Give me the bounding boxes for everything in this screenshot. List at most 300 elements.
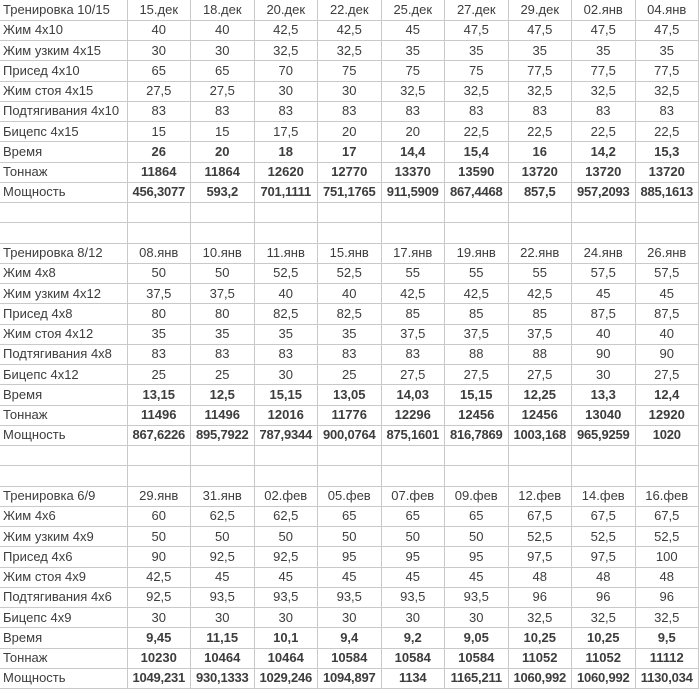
value-cell[interactable]: 83: [254, 344, 318, 364]
empty-cell[interactable]: [254, 446, 318, 466]
value-cell[interactable]: 37,5: [127, 284, 191, 304]
value-cell[interactable]: 30: [318, 608, 382, 628]
power-cell[interactable]: 900,0764: [318, 425, 382, 445]
exercise-label[interactable]: Жим 4x8: [0, 263, 127, 283]
value-cell[interactable]: 50: [127, 263, 191, 283]
summary-label[interactable]: Мощность: [0, 668, 127, 688]
power-cell[interactable]: 1130,034: [635, 668, 699, 688]
value-cell[interactable]: 40: [635, 324, 699, 344]
exercise-label[interactable]: Бицепс 4x9: [0, 608, 127, 628]
empty-cell[interactable]: [381, 466, 445, 486]
value-cell[interactable]: 15: [191, 122, 255, 142]
empty-cell[interactable]: [127, 446, 191, 466]
summary-cell[interactable]: 20: [191, 142, 255, 162]
value-cell[interactable]: 83: [191, 344, 255, 364]
exercise-label[interactable]: Жим узким 4x15: [0, 41, 127, 61]
value-cell[interactable]: 35: [191, 324, 255, 344]
summary-cell[interactable]: 10,1: [254, 628, 318, 648]
empty-cell[interactable]: [635, 446, 699, 466]
value-cell[interactable]: 37,5: [381, 324, 445, 344]
power-cell[interactable]: 1094,897: [318, 668, 382, 688]
value-cell[interactable]: 100: [635, 547, 699, 567]
table-title[interactable]: Тренировка 8/12: [0, 243, 127, 263]
value-cell[interactable]: 93,5: [445, 587, 509, 607]
summary-cell[interactable]: 12456: [445, 405, 509, 425]
empty-cell[interactable]: [191, 446, 255, 466]
value-cell[interactable]: 27,5: [635, 365, 699, 385]
value-cell[interactable]: 27,5: [381, 365, 445, 385]
value-cell[interactable]: 75: [445, 61, 509, 81]
summary-cell[interactable]: 13720: [508, 162, 572, 182]
summary-cell[interactable]: 10230: [127, 648, 191, 668]
value-cell[interactable]: 65: [127, 61, 191, 81]
value-cell[interactable]: 45: [381, 20, 445, 40]
value-cell[interactable]: 25: [318, 365, 382, 385]
date-header[interactable]: 25.дек: [381, 0, 445, 20]
summary-label[interactable]: Тоннаж: [0, 162, 127, 182]
summary-cell[interactable]: 11052: [508, 648, 572, 668]
summary-cell[interactable]: 11112: [635, 648, 699, 668]
summary-label[interactable]: Тоннаж: [0, 405, 127, 425]
empty-cell[interactable]: [0, 203, 127, 223]
value-cell[interactable]: 17,5: [254, 122, 318, 142]
summary-cell[interactable]: 26: [127, 142, 191, 162]
power-cell[interactable]: 751,1765: [318, 182, 382, 202]
value-cell[interactable]: 50: [254, 527, 318, 547]
value-cell[interactable]: 67,5: [635, 506, 699, 526]
exercise-label[interactable]: Присед 4x6: [0, 547, 127, 567]
value-cell[interactable]: 83: [127, 344, 191, 364]
empty-cell[interactable]: [191, 203, 255, 223]
empty-cell[interactable]: [0, 466, 127, 486]
value-cell[interactable]: 52,5: [318, 263, 382, 283]
empty-cell[interactable]: [508, 466, 572, 486]
exercise-label[interactable]: Присед 4x8: [0, 304, 127, 324]
value-cell[interactable]: 32,5: [445, 81, 509, 101]
date-header[interactable]: 02.янв: [572, 0, 636, 20]
summary-cell[interactable]: 10584: [318, 648, 382, 668]
value-cell[interactable]: 40: [572, 324, 636, 344]
value-cell[interactable]: 30: [127, 608, 191, 628]
power-cell[interactable]: 1029,246: [254, 668, 318, 688]
value-cell[interactable]: 25: [127, 365, 191, 385]
summary-cell[interactable]: 15,4: [445, 142, 509, 162]
value-cell[interactable]: 47,5: [635, 20, 699, 40]
value-cell[interactable]: 35: [254, 324, 318, 344]
power-cell[interactable]: 456,3077: [127, 182, 191, 202]
date-header[interactable]: 16.фев: [635, 486, 699, 506]
empty-cell[interactable]: [445, 466, 509, 486]
value-cell[interactable]: 90: [635, 344, 699, 364]
value-cell[interactable]: 62,5: [191, 506, 255, 526]
value-cell[interactable]: 42,5: [445, 284, 509, 304]
value-cell[interactable]: 35: [508, 41, 572, 61]
value-cell[interactable]: 45: [445, 567, 509, 587]
exercise-label[interactable]: Жим узким 4x12: [0, 284, 127, 304]
value-cell[interactable]: 40: [191, 20, 255, 40]
summary-cell[interactable]: 15,15: [254, 385, 318, 405]
value-cell[interactable]: 85: [508, 304, 572, 324]
value-cell[interactable]: 55: [445, 263, 509, 283]
value-cell[interactable]: 96: [572, 587, 636, 607]
value-cell[interactable]: 50: [445, 527, 509, 547]
value-cell[interactable]: 97,5: [508, 547, 572, 567]
value-cell[interactable]: 30: [127, 41, 191, 61]
empty-cell[interactable]: [508, 203, 572, 223]
summary-label[interactable]: Мощность: [0, 182, 127, 202]
value-cell[interactable]: 83: [381, 101, 445, 121]
value-cell[interactable]: 37,5: [191, 284, 255, 304]
summary-cell[interactable]: 10,25: [508, 628, 572, 648]
value-cell[interactable]: 57,5: [635, 263, 699, 283]
summary-label[interactable]: Время: [0, 628, 127, 648]
value-cell[interactable]: 20: [318, 122, 382, 142]
empty-cell[interactable]: [318, 223, 382, 243]
value-cell[interactable]: 35: [635, 41, 699, 61]
value-cell[interactable]: 42,5: [508, 284, 572, 304]
empty-cell[interactable]: [0, 223, 127, 243]
power-cell[interactable]: 1060,992: [572, 668, 636, 688]
date-header[interactable]: 12.фев: [508, 486, 572, 506]
table-title[interactable]: Тренировка 6/9: [0, 486, 127, 506]
summary-cell[interactable]: 12456: [508, 405, 572, 425]
empty-cell[interactable]: [254, 223, 318, 243]
value-cell[interactable]: 85: [381, 304, 445, 324]
exercise-label[interactable]: Подтягивания 4x6: [0, 587, 127, 607]
value-cell[interactable]: 22,5: [445, 122, 509, 142]
empty-cell[interactable]: [572, 466, 636, 486]
empty-cell[interactable]: [445, 203, 509, 223]
date-header[interactable]: 14.фев: [572, 486, 636, 506]
empty-cell[interactable]: [508, 446, 572, 466]
value-cell[interactable]: 27,5: [445, 365, 509, 385]
power-cell[interactable]: 1003,168: [508, 425, 572, 445]
exercise-label[interactable]: Жим стоя 4x12: [0, 324, 127, 344]
date-header[interactable]: 10.янв: [191, 243, 255, 263]
summary-cell[interactable]: 15,3: [635, 142, 699, 162]
power-cell[interactable]: 885,1613: [635, 182, 699, 202]
power-cell[interactable]: 867,6226: [127, 425, 191, 445]
value-cell[interactable]: 27,5: [127, 81, 191, 101]
exercise-label[interactable]: Подтягивания 4x8: [0, 344, 127, 364]
date-header[interactable]: 31.янв: [191, 486, 255, 506]
summary-cell[interactable]: 13370: [381, 162, 445, 182]
value-cell[interactable]: 30: [318, 81, 382, 101]
summary-cell[interactable]: 17: [318, 142, 382, 162]
value-cell[interactable]: 77,5: [635, 61, 699, 81]
value-cell[interactable]: 50: [318, 527, 382, 547]
value-cell[interactable]: 67,5: [508, 506, 572, 526]
value-cell[interactable]: 32,5: [508, 608, 572, 628]
value-cell[interactable]: 82,5: [318, 304, 382, 324]
exercise-label[interactable]: Жим стоя 4x9: [0, 567, 127, 587]
value-cell[interactable]: 92,5: [127, 587, 191, 607]
power-cell[interactable]: 1020: [635, 425, 699, 445]
empty-cell[interactable]: [635, 203, 699, 223]
date-header[interactable]: 05.фев: [318, 486, 382, 506]
value-cell[interactable]: 50: [381, 527, 445, 547]
value-cell[interactable]: 62,5: [254, 506, 318, 526]
summary-label[interactable]: Время: [0, 385, 127, 405]
value-cell[interactable]: 83: [508, 101, 572, 121]
value-cell[interactable]: 65: [445, 506, 509, 526]
value-cell[interactable]: 55: [508, 263, 572, 283]
value-cell[interactable]: 15: [127, 122, 191, 142]
value-cell[interactable]: 22,5: [508, 122, 572, 142]
value-cell[interactable]: 93,5: [381, 587, 445, 607]
value-cell[interactable]: 83: [318, 344, 382, 364]
value-cell[interactable]: 37,5: [445, 324, 509, 344]
empty-cell[interactable]: [254, 466, 318, 486]
summary-cell[interactable]: 10584: [445, 648, 509, 668]
date-header[interactable]: 26.янв: [635, 243, 699, 263]
empty-cell[interactable]: [191, 223, 255, 243]
table-title[interactable]: Тренировка 10/15: [0, 0, 127, 20]
value-cell[interactable]: 48: [572, 567, 636, 587]
value-cell[interactable]: 57,5: [572, 263, 636, 283]
power-cell[interactable]: 911,5909: [381, 182, 445, 202]
summary-cell[interactable]: 12,25: [508, 385, 572, 405]
value-cell[interactable]: 40: [254, 284, 318, 304]
value-cell[interactable]: 77,5: [508, 61, 572, 81]
value-cell[interactable]: 45: [254, 567, 318, 587]
summary-cell[interactable]: 10464: [191, 648, 255, 668]
power-cell[interactable]: 895,7922: [191, 425, 255, 445]
exercise-label[interactable]: Подтягивания 4x10: [0, 101, 127, 121]
empty-cell[interactable]: [191, 466, 255, 486]
empty-cell[interactable]: [635, 223, 699, 243]
summary-cell[interactable]: 12770: [318, 162, 382, 182]
value-cell[interactable]: 32,5: [508, 81, 572, 101]
empty-cell[interactable]: [254, 203, 318, 223]
value-cell[interactable]: 47,5: [508, 20, 572, 40]
value-cell[interactable]: 45: [572, 284, 636, 304]
date-header[interactable]: 08.янв: [127, 243, 191, 263]
value-cell[interactable]: 30: [254, 81, 318, 101]
value-cell[interactable]: 87,5: [572, 304, 636, 324]
empty-cell[interactable]: [572, 203, 636, 223]
summary-cell[interactable]: 11,15: [191, 628, 255, 648]
power-cell[interactable]: 930,1333: [191, 668, 255, 688]
value-cell[interactable]: 32,5: [635, 81, 699, 101]
value-cell[interactable]: 30: [191, 41, 255, 61]
value-cell[interactable]: 25: [191, 365, 255, 385]
value-cell[interactable]: 27,5: [191, 81, 255, 101]
summary-label[interactable]: Время: [0, 142, 127, 162]
summary-cell[interactable]: 11776: [318, 405, 382, 425]
value-cell[interactable]: 27,5: [508, 365, 572, 385]
summary-cell[interactable]: 13,05: [318, 385, 382, 405]
power-cell[interactable]: 857,5: [508, 182, 572, 202]
value-cell[interactable]: 30: [381, 608, 445, 628]
exercise-label[interactable]: Бицепс 4x12: [0, 365, 127, 385]
empty-cell[interactable]: [318, 446, 382, 466]
summary-cell[interactable]: 14,2: [572, 142, 636, 162]
date-header[interactable]: 24.янв: [572, 243, 636, 263]
summary-cell[interactable]: 12,4: [635, 385, 699, 405]
power-cell[interactable]: 787,9344: [254, 425, 318, 445]
value-cell[interactable]: 50: [127, 527, 191, 547]
value-cell[interactable]: 83: [381, 344, 445, 364]
value-cell[interactable]: 83: [191, 101, 255, 121]
power-cell[interactable]: 593,2: [191, 182, 255, 202]
value-cell[interactable]: 97,5: [572, 547, 636, 567]
power-cell[interactable]: 816,7869: [445, 425, 509, 445]
date-header[interactable]: 09.фев: [445, 486, 509, 506]
value-cell[interactable]: 35: [572, 41, 636, 61]
value-cell[interactable]: 88: [508, 344, 572, 364]
summary-cell[interactable]: 10584: [381, 648, 445, 668]
date-header[interactable]: 29.янв: [127, 486, 191, 506]
date-header[interactable]: 18.дек: [191, 0, 255, 20]
summary-cell[interactable]: 13720: [572, 162, 636, 182]
value-cell[interactable]: 75: [318, 61, 382, 81]
value-cell[interactable]: 32,5: [572, 608, 636, 628]
date-header[interactable]: 15.дек: [127, 0, 191, 20]
value-cell[interactable]: 95: [445, 547, 509, 567]
power-cell[interactable]: 701,1111: [254, 182, 318, 202]
value-cell[interactable]: 30: [254, 608, 318, 628]
summary-cell[interactable]: 11496: [127, 405, 191, 425]
value-cell[interactable]: 30: [191, 608, 255, 628]
empty-cell[interactable]: [381, 223, 445, 243]
summary-cell[interactable]: 12620: [254, 162, 318, 182]
value-cell[interactable]: 88: [445, 344, 509, 364]
value-cell[interactable]: 65: [191, 61, 255, 81]
value-cell[interactable]: 80: [191, 304, 255, 324]
value-cell[interactable]: 52,5: [254, 263, 318, 283]
summary-cell[interactable]: 9,4: [318, 628, 382, 648]
summary-cell[interactable]: 9,45: [127, 628, 191, 648]
empty-cell[interactable]: [445, 223, 509, 243]
summary-cell[interactable]: 12016: [254, 405, 318, 425]
value-cell[interactable]: 65: [318, 506, 382, 526]
summary-cell[interactable]: 11864: [127, 162, 191, 182]
empty-cell[interactable]: [381, 446, 445, 466]
value-cell[interactable]: 45: [318, 567, 382, 587]
value-cell[interactable]: 47,5: [445, 20, 509, 40]
empty-cell[interactable]: [127, 466, 191, 486]
empty-cell[interactable]: [572, 223, 636, 243]
value-cell[interactable]: 45: [191, 567, 255, 587]
power-cell[interactable]: 1060,992: [508, 668, 572, 688]
value-cell[interactable]: 32,5: [254, 41, 318, 61]
power-cell[interactable]: 1165,211: [445, 668, 509, 688]
value-cell[interactable]: 35: [381, 41, 445, 61]
value-cell[interactable]: 96: [635, 587, 699, 607]
value-cell[interactable]: 83: [254, 101, 318, 121]
value-cell[interactable]: 60: [127, 506, 191, 526]
summary-cell[interactable]: 12,5: [191, 385, 255, 405]
exercise-label[interactable]: Присед 4x10: [0, 61, 127, 81]
value-cell[interactable]: 50: [191, 263, 255, 283]
value-cell[interactable]: 48: [508, 567, 572, 587]
empty-cell[interactable]: [508, 223, 572, 243]
date-header[interactable]: 20.дек: [254, 0, 318, 20]
summary-cell[interactable]: 11052: [572, 648, 636, 668]
date-header[interactable]: 22.янв: [508, 243, 572, 263]
value-cell[interactable]: 45: [381, 567, 445, 587]
value-cell[interactable]: 55: [381, 263, 445, 283]
value-cell[interactable]: 47,5: [572, 20, 636, 40]
summary-cell[interactable]: 14,4: [381, 142, 445, 162]
power-cell[interactable]: 957,2093: [572, 182, 636, 202]
value-cell[interactable]: 32,5: [635, 608, 699, 628]
value-cell[interactable]: 92,5: [191, 547, 255, 567]
value-cell[interactable]: 30: [445, 608, 509, 628]
value-cell[interactable]: 40: [318, 284, 382, 304]
value-cell[interactable]: 85: [445, 304, 509, 324]
date-header[interactable]: 02.фев: [254, 486, 318, 506]
date-header[interactable]: 29.дек: [508, 0, 572, 20]
summary-cell[interactable]: 18: [254, 142, 318, 162]
value-cell[interactable]: 83: [127, 101, 191, 121]
summary-cell[interactable]: 15,15: [445, 385, 509, 405]
date-header[interactable]: 19.янв: [445, 243, 509, 263]
summary-cell[interactable]: 13720: [635, 162, 699, 182]
value-cell[interactable]: 42,5: [254, 20, 318, 40]
empty-cell[interactable]: [0, 446, 127, 466]
summary-cell[interactable]: 10464: [254, 648, 318, 668]
date-header[interactable]: 15.янв: [318, 243, 382, 263]
value-cell[interactable]: 42,5: [381, 284, 445, 304]
value-cell[interactable]: 83: [635, 101, 699, 121]
value-cell[interactable]: 37,5: [508, 324, 572, 344]
value-cell[interactable]: 32,5: [318, 41, 382, 61]
value-cell[interactable]: 92,5: [254, 547, 318, 567]
value-cell[interactable]: 93,5: [254, 587, 318, 607]
exercise-label[interactable]: Жим стоя 4x15: [0, 81, 127, 101]
value-cell[interactable]: 48: [635, 567, 699, 587]
exercise-label[interactable]: Жим 4x6: [0, 506, 127, 526]
empty-cell[interactable]: [127, 203, 191, 223]
summary-cell[interactable]: 11864: [191, 162, 255, 182]
value-cell[interactable]: 83: [445, 101, 509, 121]
value-cell[interactable]: 82,5: [254, 304, 318, 324]
value-cell[interactable]: 83: [572, 101, 636, 121]
value-cell[interactable]: 65: [381, 506, 445, 526]
summary-cell[interactable]: 11496: [191, 405, 255, 425]
value-cell[interactable]: 83: [318, 101, 382, 121]
summary-cell[interactable]: 14,03: [381, 385, 445, 405]
value-cell[interactable]: 52,5: [508, 527, 572, 547]
value-cell[interactable]: 22,5: [572, 122, 636, 142]
summary-cell[interactable]: 9,05: [445, 628, 509, 648]
value-cell[interactable]: 96: [508, 587, 572, 607]
value-cell[interactable]: 32,5: [381, 81, 445, 101]
summary-cell[interactable]: 12920: [635, 405, 699, 425]
empty-cell[interactable]: [318, 466, 382, 486]
summary-cell[interactable]: 13590: [445, 162, 509, 182]
summary-cell[interactable]: 9,2: [381, 628, 445, 648]
value-cell[interactable]: 52,5: [635, 527, 699, 547]
empty-cell[interactable]: [127, 223, 191, 243]
exercise-label[interactable]: Жим узким 4x9: [0, 527, 127, 547]
summary-cell[interactable]: 16: [508, 142, 572, 162]
empty-cell[interactable]: [318, 203, 382, 223]
exercise-label[interactable]: Бицепс 4x15: [0, 122, 127, 142]
power-cell[interactable]: 1049,231: [127, 668, 191, 688]
value-cell[interactable]: 90: [127, 547, 191, 567]
empty-cell[interactable]: [572, 446, 636, 466]
value-cell[interactable]: 95: [318, 547, 382, 567]
power-cell[interactable]: 867,4468: [445, 182, 509, 202]
value-cell[interactable]: 22,5: [635, 122, 699, 142]
summary-cell[interactable]: 13,15: [127, 385, 191, 405]
summary-cell[interactable]: 9,5: [635, 628, 699, 648]
value-cell[interactable]: 52,5: [572, 527, 636, 547]
date-header[interactable]: 22.дек: [318, 0, 382, 20]
